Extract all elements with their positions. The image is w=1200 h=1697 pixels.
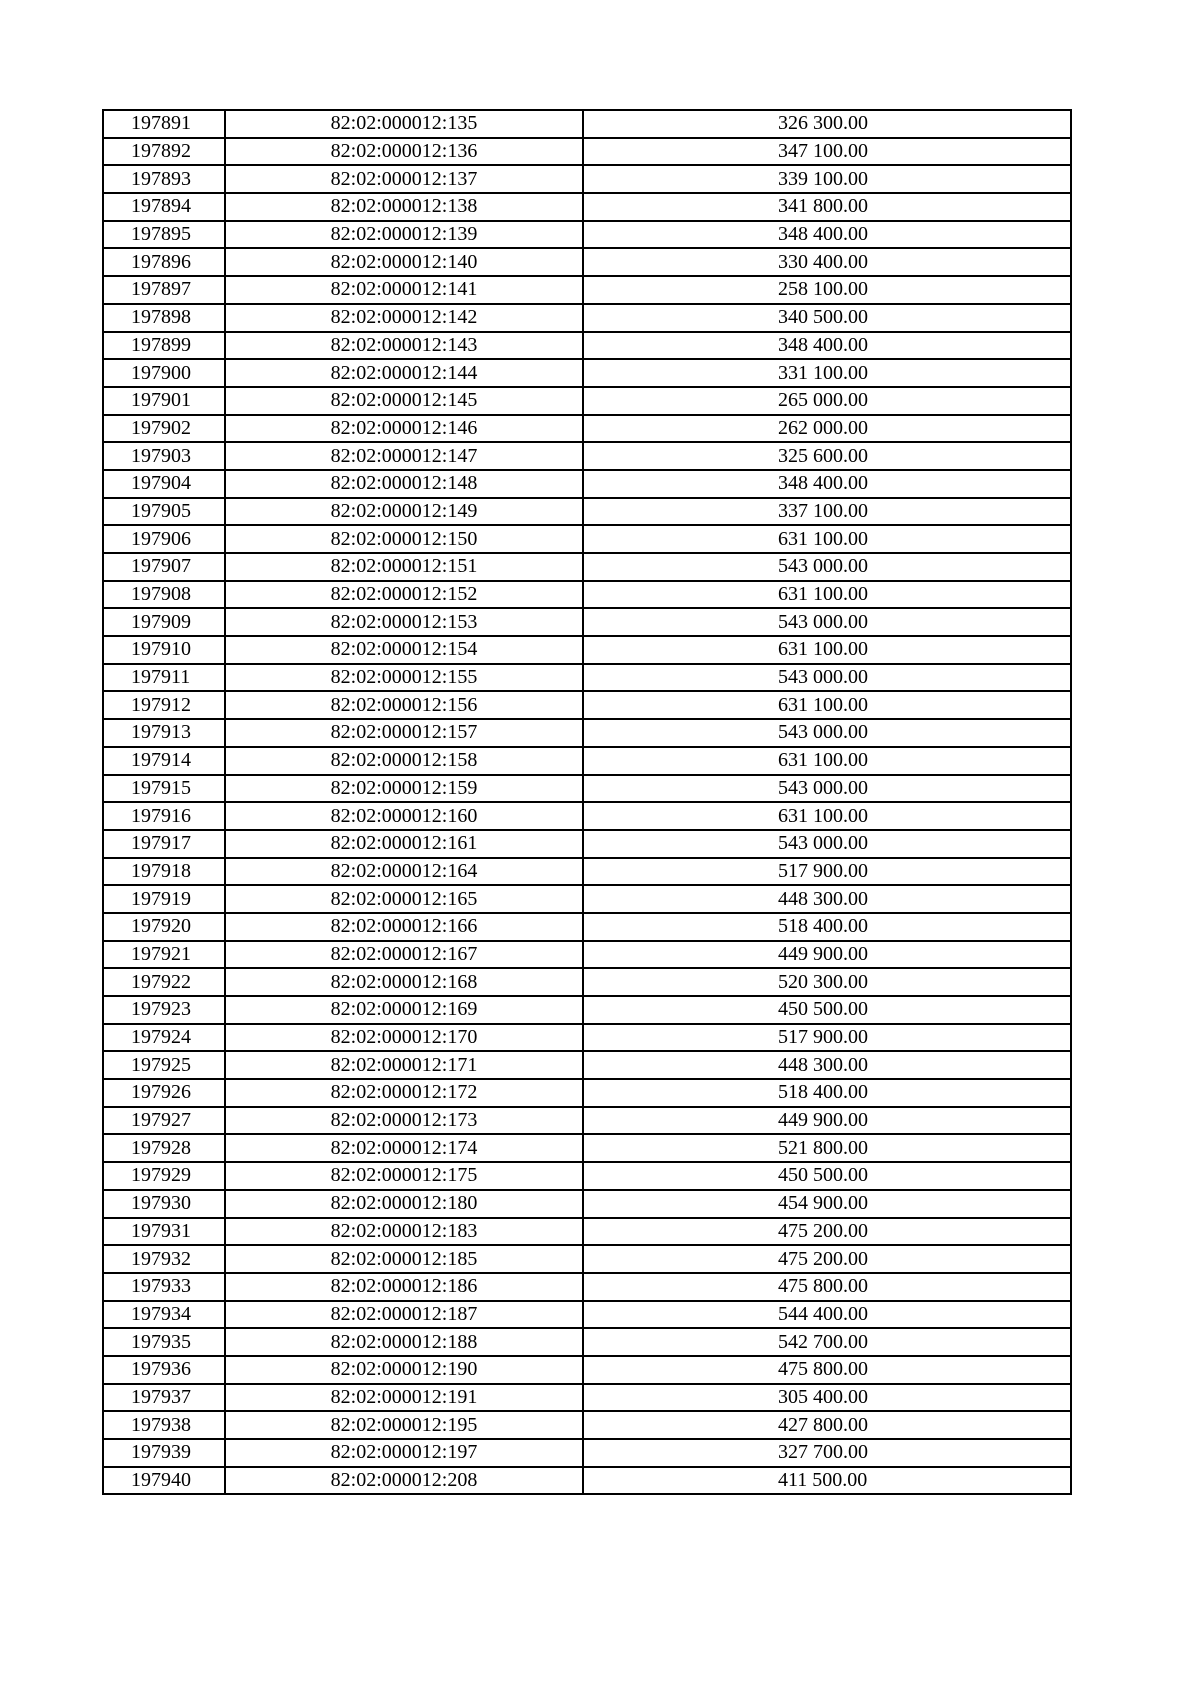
- cadastral-value-cell: 347 100.00: [583, 138, 1071, 166]
- cadastral-value-cell: 521 800.00: [583, 1134, 1071, 1162]
- cadastral-number-cell: 82:02:000012:197: [225, 1439, 583, 1467]
- table-row: [103, 802, 1071, 830]
- row-number-cell: 197919: [103, 885, 225, 913]
- row-number-cell: 197891: [103, 110, 225, 138]
- cadastral-value-cell: 449 900.00: [583, 941, 1071, 969]
- row-number-cell: 197915: [103, 775, 225, 803]
- table-row: [103, 165, 1071, 193]
- row-number-cell: 197932: [103, 1245, 225, 1273]
- row-number-cell: 197922: [103, 968, 225, 996]
- cadastral-number-cell: 82:02:000012:157: [225, 719, 583, 747]
- cadastral-number-cell: 82:02:000012:170: [225, 1024, 583, 1052]
- cadastral-value-cell: 631 100.00: [583, 525, 1071, 553]
- cadastral-number-cell: 82:02:000012:165: [225, 885, 583, 913]
- row-number-cell: 197908: [103, 581, 225, 609]
- cadastral-number-cell: 82:02:000012:135: [225, 110, 583, 138]
- row-number-cell: 197924: [103, 1024, 225, 1052]
- cadastral-value-cell: 454 900.00: [583, 1190, 1071, 1218]
- cadastral-value-cell: 341 800.00: [583, 193, 1071, 221]
- cadastral-value-cell: 544 400.00: [583, 1301, 1071, 1329]
- cadastral-number-cell: 82:02:000012:137: [225, 165, 583, 193]
- row-number-cell: 197911: [103, 664, 225, 692]
- cadastral-value-cell: 330 400.00: [583, 248, 1071, 276]
- table-row: [103, 193, 1071, 221]
- cadastral-number-cell: 82:02:000012:155: [225, 664, 583, 692]
- cadastral-number-cell: 82:02:000012:164: [225, 858, 583, 886]
- table-row: [103, 1245, 1071, 1273]
- row-number-cell: 197904: [103, 470, 225, 498]
- cadastral-value-cell: 340 500.00: [583, 304, 1071, 332]
- cadastral-value-cell: 258 100.00: [583, 276, 1071, 304]
- cadastral-number-cell: 82:02:000012:154: [225, 636, 583, 664]
- row-number-cell: 197914: [103, 747, 225, 775]
- cadastral-number-cell: 82:02:000012:139: [225, 221, 583, 249]
- row-number-cell: 197940: [103, 1467, 225, 1495]
- cadastral-number-cell: 82:02:000012:151: [225, 553, 583, 581]
- row-number-cell: 197920: [103, 913, 225, 941]
- row-number-cell: 197918: [103, 858, 225, 886]
- table-row: [103, 1162, 1071, 1190]
- row-number-cell: 197895: [103, 221, 225, 249]
- cadastral-value-cell: 631 100.00: [583, 581, 1071, 609]
- cadastral-value-cell: 339 100.00: [583, 165, 1071, 193]
- row-number-cell: 197906: [103, 525, 225, 553]
- row-number-cell: 197903: [103, 442, 225, 470]
- row-number-cell: 197938: [103, 1411, 225, 1439]
- table-row: [103, 332, 1071, 360]
- cadastral-value-cell: 449 900.00: [583, 1107, 1071, 1135]
- cadastral-number-cell: 82:02:000012:141: [225, 276, 583, 304]
- cadastral-value-cell: 448 300.00: [583, 885, 1071, 913]
- table-row: [103, 248, 1071, 276]
- cadastral-number-cell: 82:02:000012:195: [225, 1411, 583, 1439]
- cadastral-number-cell: 82:02:000012:148: [225, 470, 583, 498]
- cadastral-value-cell: 543 000.00: [583, 830, 1071, 858]
- table-row: [103, 1411, 1071, 1439]
- cadastral-value-cell: 631 100.00: [583, 747, 1071, 775]
- cadastral-number-cell: 82:02:000012:185: [225, 1245, 583, 1273]
- cadastral-number-cell: 82:02:000012:166: [225, 913, 583, 941]
- cadastral-value-cell: 262 000.00: [583, 415, 1071, 443]
- row-number-cell: 197892: [103, 138, 225, 166]
- table-row: [103, 636, 1071, 664]
- cadastral-value-cell: 543 000.00: [583, 664, 1071, 692]
- table-row: [103, 1273, 1071, 1301]
- row-number-cell: 197923: [103, 996, 225, 1024]
- table-row: [103, 775, 1071, 803]
- cadastral-value-cell: 348 400.00: [583, 332, 1071, 360]
- cadastral-value-cell: 348 400.00: [583, 470, 1071, 498]
- table-row: [103, 525, 1071, 553]
- cadastral-value-cell: 631 100.00: [583, 691, 1071, 719]
- row-number-cell: 197937: [103, 1384, 225, 1412]
- table-body: [103, 110, 1071, 1494]
- row-number-cell: 197925: [103, 1051, 225, 1079]
- table-row: [103, 1356, 1071, 1384]
- cadastral-number-cell: 82:02:000012:138: [225, 193, 583, 221]
- row-number-cell: 197929: [103, 1162, 225, 1190]
- table-row: [103, 747, 1071, 775]
- row-number-cell: 197893: [103, 165, 225, 193]
- cadastral-value-cell: 337 100.00: [583, 498, 1071, 526]
- cadastral-number-cell: 82:02:000012:171: [225, 1051, 583, 1079]
- cadastral-value-cell: 518 400.00: [583, 913, 1071, 941]
- cadastral-value-cell: 475 800.00: [583, 1356, 1071, 1384]
- cadastral-number-cell: 82:02:000012:142: [225, 304, 583, 332]
- cadastral-value-cell: 543 000.00: [583, 608, 1071, 636]
- table-row: [103, 913, 1071, 941]
- row-number-cell: 197902: [103, 415, 225, 443]
- cadastral-number-cell: 82:02:000012:152: [225, 581, 583, 609]
- cadastral-number-cell: 82:02:000012:183: [225, 1218, 583, 1246]
- row-number-cell: 197939: [103, 1439, 225, 1467]
- row-number-cell: 197917: [103, 830, 225, 858]
- row-number-cell: 197896: [103, 248, 225, 276]
- table-row: [103, 1051, 1071, 1079]
- cadastral-value-cell: 448 300.00: [583, 1051, 1071, 1079]
- row-number-cell: 197930: [103, 1190, 225, 1218]
- table-row: [103, 1190, 1071, 1218]
- cadastral-number-cell: 82:02:000012:169: [225, 996, 583, 1024]
- table-row: [103, 858, 1071, 886]
- cadastral-value-cell: 542 700.00: [583, 1328, 1071, 1356]
- cadastral-number-cell: 82:02:000012:158: [225, 747, 583, 775]
- table-row: [103, 941, 1071, 969]
- cadastral-value-cell: 518 400.00: [583, 1079, 1071, 1107]
- cadastral-number-cell: 82:02:000012:190: [225, 1356, 583, 1384]
- cadastral-number-cell: 82:02:000012:172: [225, 1079, 583, 1107]
- cadastral-number-cell: 82:02:000012:144: [225, 359, 583, 387]
- cadastral-number-cell: 82:02:000012:168: [225, 968, 583, 996]
- row-number-cell: 197931: [103, 1218, 225, 1246]
- table-row: [103, 387, 1071, 415]
- cadastral-number-cell: 82:02:000012:149: [225, 498, 583, 526]
- cadastral-value-cell: 411 500.00: [583, 1467, 1071, 1495]
- table-row: [103, 1024, 1071, 1052]
- cadastral-number-cell: 82:02:000012:153: [225, 608, 583, 636]
- table-row: [103, 581, 1071, 609]
- row-number-cell: 197907: [103, 553, 225, 581]
- row-number-cell: 197905: [103, 498, 225, 526]
- cadastral-number-cell: 82:02:000012:160: [225, 802, 583, 830]
- table-row: [103, 608, 1071, 636]
- cadastral-number-cell: 82:02:000012:145: [225, 387, 583, 415]
- cadastral-value-cell: 543 000.00: [583, 553, 1071, 581]
- cadastral-value-cell: 520 300.00: [583, 968, 1071, 996]
- row-number-cell: 197927: [103, 1107, 225, 1135]
- cadastral-number-cell: 82:02:000012:136: [225, 138, 583, 166]
- cadastral-value-cell: 325 600.00: [583, 442, 1071, 470]
- row-number-cell: 197912: [103, 691, 225, 719]
- table-row: [103, 1467, 1071, 1495]
- table-row: [103, 553, 1071, 581]
- row-number-cell: 197901: [103, 387, 225, 415]
- table-row: [103, 138, 1071, 166]
- table-row: [103, 1384, 1071, 1412]
- row-number-cell: 197909: [103, 608, 225, 636]
- cadastral-number-cell: 82:02:000012:156: [225, 691, 583, 719]
- cadastral-number-cell: 82:02:000012:180: [225, 1190, 583, 1218]
- cadastral-number-cell: 82:02:000012:187: [225, 1301, 583, 1329]
- row-number-cell: 197926: [103, 1079, 225, 1107]
- table-row: [103, 221, 1071, 249]
- cadastral-value-cell: 475 200.00: [583, 1245, 1071, 1273]
- cadastral-value-cell: 450 500.00: [583, 1162, 1071, 1190]
- table-row: [103, 1328, 1071, 1356]
- cadastral-number-cell: 82:02:000012:186: [225, 1273, 583, 1301]
- row-number-cell: 197921: [103, 941, 225, 969]
- table-row: [103, 1079, 1071, 1107]
- row-number-cell: 197933: [103, 1273, 225, 1301]
- cadastral-value-cell: 305 400.00: [583, 1384, 1071, 1412]
- table-row: [103, 304, 1071, 332]
- row-number-cell: 197894: [103, 193, 225, 221]
- cadastral-value-cell: 631 100.00: [583, 636, 1071, 664]
- cadastral-number-cell: 82:02:000012:188: [225, 1328, 583, 1356]
- cadastral-value-cell: 265 000.00: [583, 387, 1071, 415]
- cadastral-number-cell: 82:02:000012:173: [225, 1107, 583, 1135]
- row-number-cell: 197936: [103, 1356, 225, 1384]
- table-row: [103, 968, 1071, 996]
- cadastral-number-cell: 82:02:000012:140: [225, 248, 583, 276]
- cadastral-value-cell: 517 900.00: [583, 1024, 1071, 1052]
- row-number-cell: 197898: [103, 304, 225, 332]
- cadastral-number-cell: 82:02:000012:167: [225, 941, 583, 969]
- cadastral-number-cell: 82:02:000012:191: [225, 1384, 583, 1412]
- cadastral-value-cell: 331 100.00: [583, 359, 1071, 387]
- table-row: [103, 1218, 1071, 1246]
- cadastral-value-cell: 631 100.00: [583, 802, 1071, 830]
- table-row: [103, 1439, 1071, 1467]
- cadastral-number-cell: 82:02:000012:159: [225, 775, 583, 803]
- cadastral-value-cell: 326 300.00: [583, 110, 1071, 138]
- cadastral-value-table: [102, 109, 1072, 1495]
- row-number-cell: 197913: [103, 719, 225, 747]
- table-row: [103, 664, 1071, 692]
- row-number-cell: 197935: [103, 1328, 225, 1356]
- table-row: [103, 830, 1071, 858]
- cadastral-number-cell: 82:02:000012:208: [225, 1467, 583, 1495]
- cadastral-value-cell: 475 800.00: [583, 1273, 1071, 1301]
- table-row: [103, 719, 1071, 747]
- table-row: [103, 110, 1071, 138]
- cadastral-number-cell: 82:02:000012:143: [225, 332, 583, 360]
- cadastral-number-cell: 82:02:000012:161: [225, 830, 583, 858]
- cadastral-number-cell: 82:02:000012:147: [225, 442, 583, 470]
- cadastral-value-cell: 348 400.00: [583, 221, 1071, 249]
- cadastral-value-cell: 543 000.00: [583, 775, 1071, 803]
- cadastral-number-cell: 82:02:000012:175: [225, 1162, 583, 1190]
- cadastral-value-cell: 327 700.00: [583, 1439, 1071, 1467]
- table-row: [103, 1107, 1071, 1135]
- cadastral-number-cell: 82:02:000012:146: [225, 415, 583, 443]
- table-row: [103, 276, 1071, 304]
- table-row: [103, 1301, 1071, 1329]
- table-row: [103, 1134, 1071, 1162]
- table-row: [103, 996, 1071, 1024]
- table-row: [103, 359, 1071, 387]
- cadastral-number-cell: 82:02:000012:174: [225, 1134, 583, 1162]
- cadastral-value-cell: 427 800.00: [583, 1411, 1071, 1439]
- cadastral-value-cell: 543 000.00: [583, 719, 1071, 747]
- cadastral-value-cell: 475 200.00: [583, 1218, 1071, 1246]
- row-number-cell: 197899: [103, 332, 225, 360]
- row-number-cell: 197934: [103, 1301, 225, 1329]
- row-number-cell: 197900: [103, 359, 225, 387]
- table-row: [103, 442, 1071, 470]
- cadastral-number-cell: 82:02:000012:150: [225, 525, 583, 553]
- row-number-cell: 197928: [103, 1134, 225, 1162]
- row-number-cell: 197916: [103, 802, 225, 830]
- table-row: [103, 470, 1071, 498]
- cadastral-value-cell: 517 900.00: [583, 858, 1071, 886]
- cadastral-value-cell: 450 500.00: [583, 996, 1071, 1024]
- table-row: [103, 885, 1071, 913]
- row-number-cell: 197910: [103, 636, 225, 664]
- row-number-cell: 197897: [103, 276, 225, 304]
- table-row: [103, 498, 1071, 526]
- table-row: [103, 691, 1071, 719]
- table-row: [103, 415, 1071, 443]
